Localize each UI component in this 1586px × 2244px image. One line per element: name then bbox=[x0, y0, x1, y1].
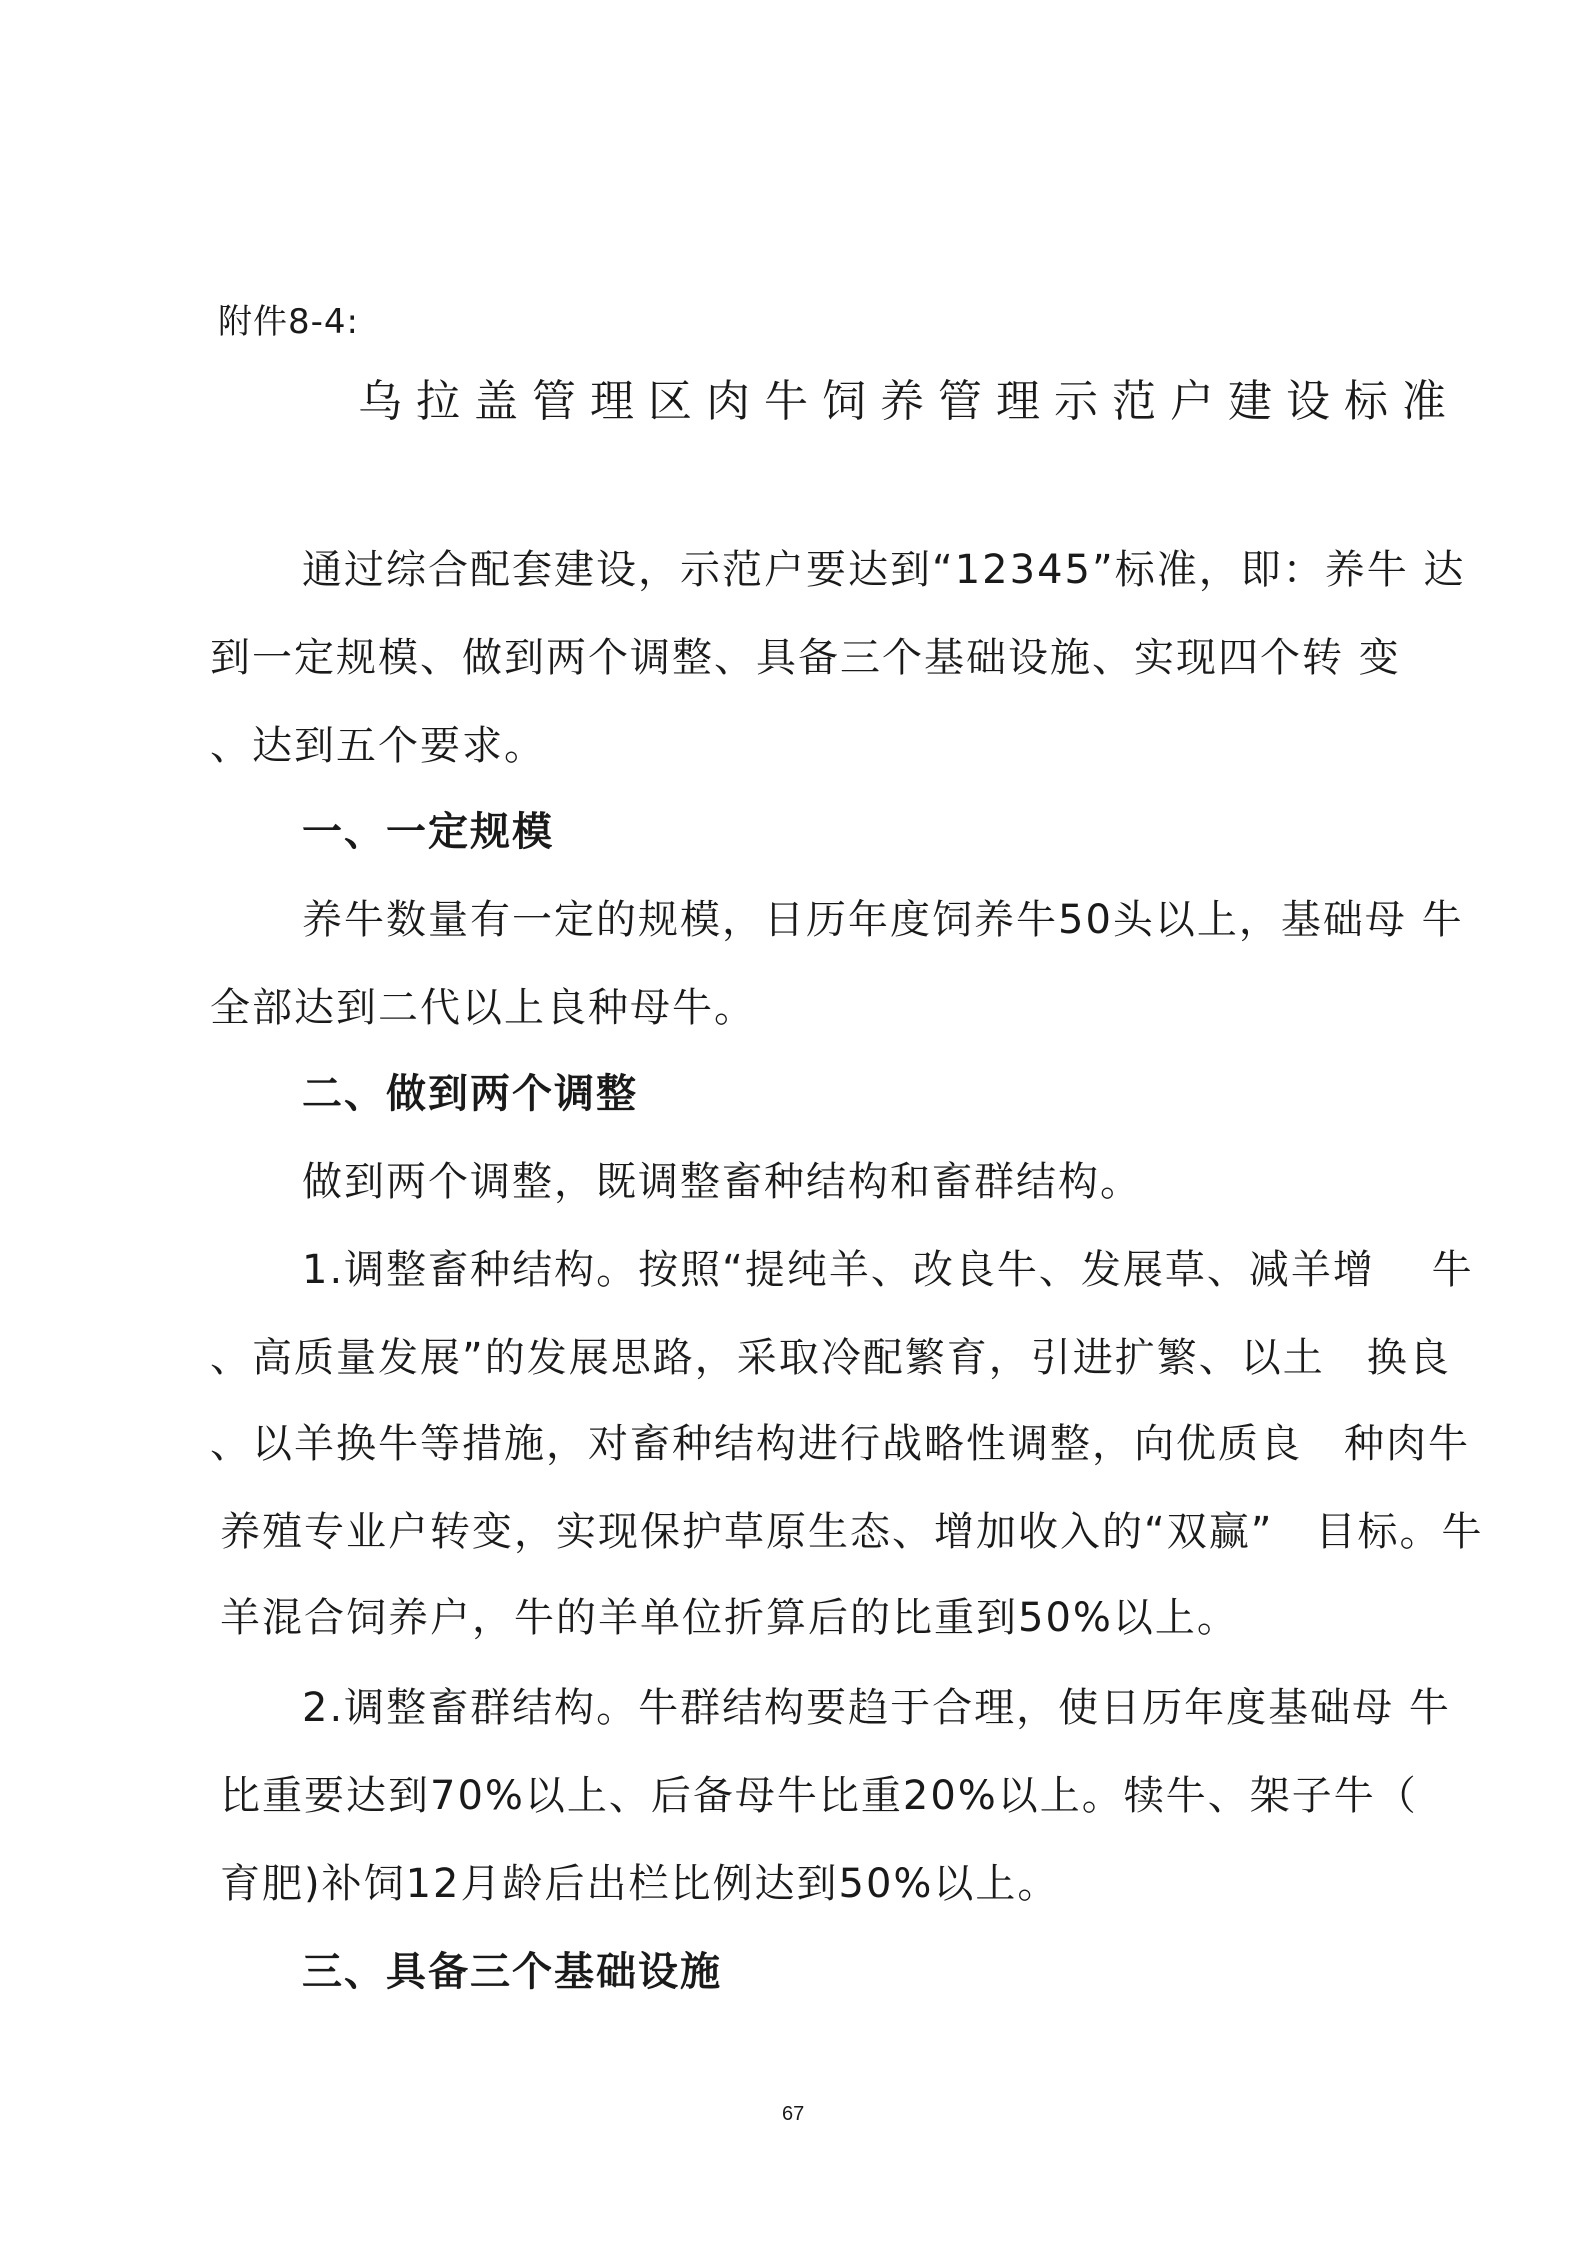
section2-item1-line-1: 1.调整畜种结构。按照“提纯羊、改良牛、发展草、减羊增 牛 bbox=[302, 1247, 1474, 1293]
page-number: 67 bbox=[782, 2103, 805, 2125]
intro-line-1: 通过综合配套建设，示范户要达到“12345”标准，即：养牛 达 bbox=[302, 547, 1466, 593]
section2-item1-line-4: 养殖专业户转变，实现保护草原生态、增加收入的“双赢” 目标。牛 bbox=[220, 1509, 1484, 1555]
section2-heading: 二、做到两个调整 bbox=[302, 1071, 638, 1117]
section2-item2-line-2: 比重要达到70%以上、后备母牛比重20%以上。犊牛、架子牛（ bbox=[220, 1773, 1418, 1819]
section1-heading: 一、一定规模 bbox=[302, 809, 554, 855]
section1-line-2: 全部达到二代以上良种母牛。 bbox=[210, 985, 756, 1031]
intro-line-3: 、达到五个要求。 bbox=[210, 723, 546, 769]
section1-line-1: 养牛数量有一定的规模，日历年度饲养牛50头以上，基础母 牛 bbox=[302, 897, 1464, 943]
intro-line-2: 到一定规模、做到两个调整、具备三个基础设施、实现四个转 变 bbox=[210, 635, 1401, 681]
section2-item1-line-3: 、以羊换牛等措施，对畜种结构进行战略性调整，向优质良 种肉牛 bbox=[210, 1421, 1470, 1467]
section2-item2-line-1: 2.调整畜群结构。牛群结构要趋于合理，使日历年度基础母 牛 bbox=[302, 1685, 1451, 1731]
section2-item1-line-5: 羊混合饲养户，牛的羊单位折算后的比重到50%以上。 bbox=[220, 1595, 1239, 1641]
attachment-label: 附件8-4: bbox=[218, 302, 359, 342]
section2-summary: 做到两个调整，既调整畜种结构和畜群结构。 bbox=[302, 1159, 1142, 1205]
document-title: 乌拉盖管理区肉牛饲养管理示范户建设标准 bbox=[358, 376, 1460, 427]
section2-item2-line-3: 育肥)补饲12月龄后出栏比例达到50%以上。 bbox=[220, 1861, 1060, 1907]
section2-item1-line-2: 、高质量发展”的发展思路，采取冷配繁育，引进扩繁、以土 换良 bbox=[210, 1335, 1451, 1381]
section3-heading: 三、具备三个基础设施 bbox=[302, 1949, 722, 1995]
